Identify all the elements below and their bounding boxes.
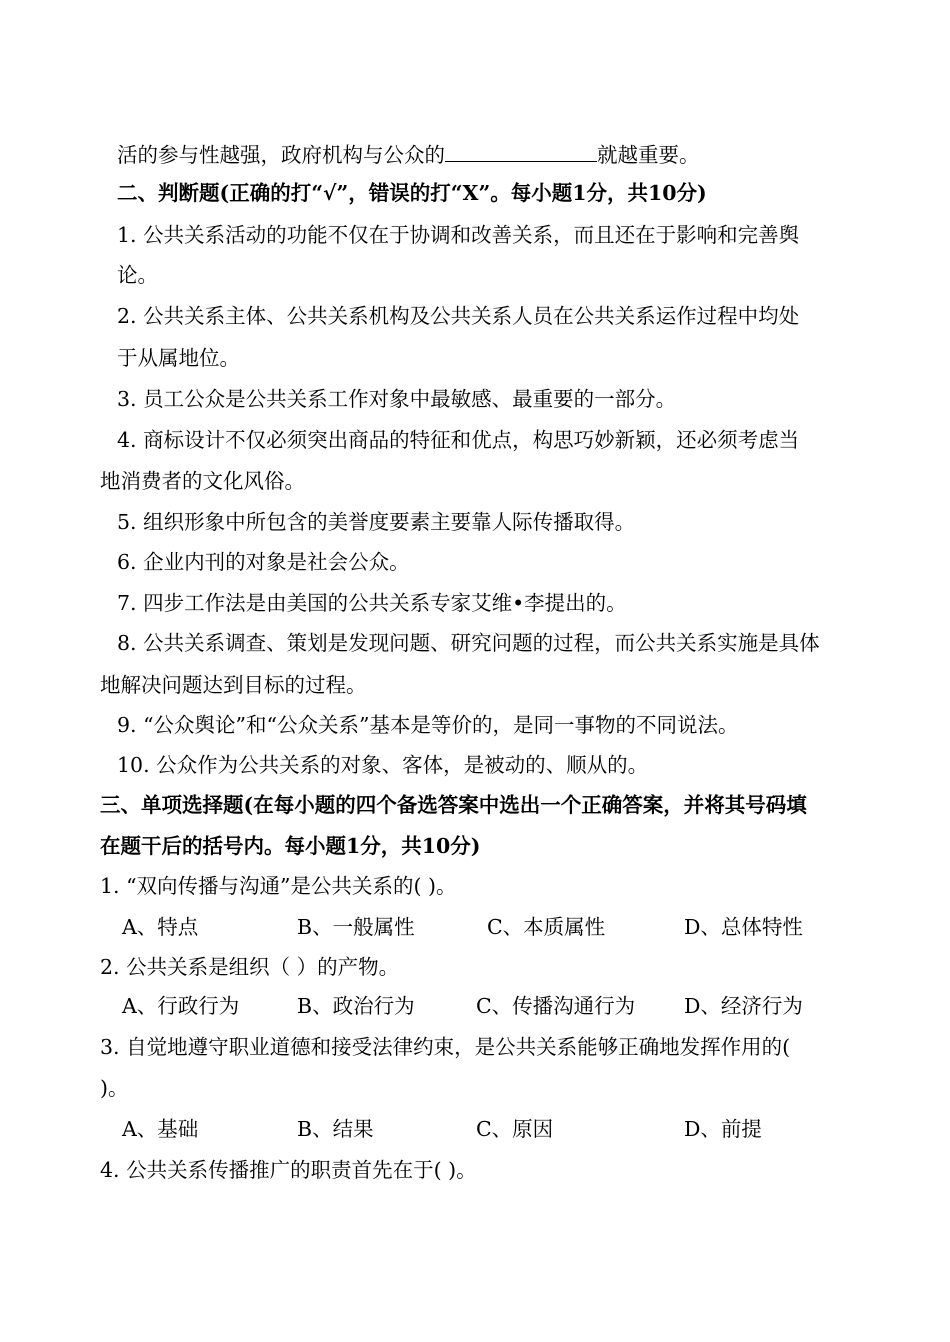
q1-option-d[interactable]: D、总体特性 (684, 915, 803, 939)
q3-option-d[interactable]: D、前提 (684, 1117, 762, 1141)
choice-question-1: 1. “双向传播与沟通”是公共关系的( )。 (100, 874, 457, 898)
choice-question-2: 2. 公共关系是组织（ ）的产物。 (100, 955, 400, 979)
q3-option-c[interactable]: C、原因 (476, 1117, 554, 1141)
judge-item-3: 3. 员工公众是公共关系工作对象中最敏感、最重要的一部分。 (117, 387, 677, 411)
q2-option-c[interactable]: C、传播沟通行为 (476, 994, 636, 1018)
q1-option-c[interactable]: C、本质属性 (487, 915, 606, 939)
judge-item-8: 8. 公共关系调查、策划是发现问题、研究问题的过程，而公共关系实施是具体 (117, 631, 820, 655)
q3-option-a[interactable]: A、基础 (122, 1117, 199, 1141)
judge-item-2-cont: 于从属地位。 (117, 346, 240, 370)
judge-item-4: 4. 商标设计不仅必须突出商品的特征和优点，构思巧妙新颖，还必须考虑当 (117, 428, 800, 452)
q2-option-b[interactable]: B、政治行为 (297, 994, 415, 1018)
section-3-heading: 三、单项选择题(在每小题的四个备选答案中选出一个正确答案，并将其号码填 (100, 793, 807, 817)
judge-item-1: 1. 公共关系活动的功能不仅在于协调和改善关系，而且还在于影响和完善舆 (117, 223, 800, 247)
judge-item-2: 2. 公共关系主体、公共关系机构及公共关系人员在公共关系运作过程中均处 (117, 304, 800, 328)
judge-item-4-cont: 地消费者的文化风俗。 (100, 469, 305, 493)
q2-option-d[interactable]: D、经济行为 (684, 994, 803, 1018)
q1-option-b[interactable]: B、一般属性 (297, 915, 415, 939)
q3-option-b[interactable]: B、结果 (297, 1117, 374, 1141)
answer-blank[interactable] (445, 139, 597, 162)
judge-item-5: 5. 组织形象中所包含的美誉度要素主要靠人际传播取得。 (117, 510, 636, 534)
fill-blank-before: 活的参与性越强，政府机构与公众的 (117, 143, 445, 167)
q1-option-a[interactable]: A、特点 (122, 915, 199, 939)
fill-blank-line (117, 139, 700, 170)
section-3-heading-cont: 在题干后的括号内。每小题1分，共10分) (100, 834, 481, 858)
judge-item-7: 7. 四步工作法是由美国的公共关系专家艾维•李提出的。 (117, 591, 627, 615)
fill-blank-after: 就越重要。 (597, 143, 700, 167)
choice-question-3-cont: )。 (100, 1076, 129, 1100)
choice-question-3: 3. 自觉地遵守职业道德和接受法律约束，是公共关系能够正确地发挥作用的( (100, 1035, 791, 1059)
judge-item-1-cont: 论。 (117, 263, 158, 287)
judge-item-9: 9. “公众舆论”和“公众关系”基本是等价的，是同一事物的不同说法。 (117, 713, 739, 737)
judge-item-8-cont: 地解决问题达到目标的过程。 (100, 673, 367, 697)
section-2-heading: 二、判断题(正确的打“√”，错误的打“X”。每小题1分，共10分) (117, 181, 707, 205)
q2-option-a[interactable]: A、行政行为 (122, 994, 240, 1018)
choice-question-4: 4. 公共关系传播推广的职责首先在于( )。 (100, 1158, 477, 1182)
judge-item-6: 6. 企业内刊的对象是社会公众。 (117, 550, 410, 574)
judge-item-10: 10. 公众作为公共关系的对象、客体，是被动的、顺从的。 (117, 753, 649, 777)
